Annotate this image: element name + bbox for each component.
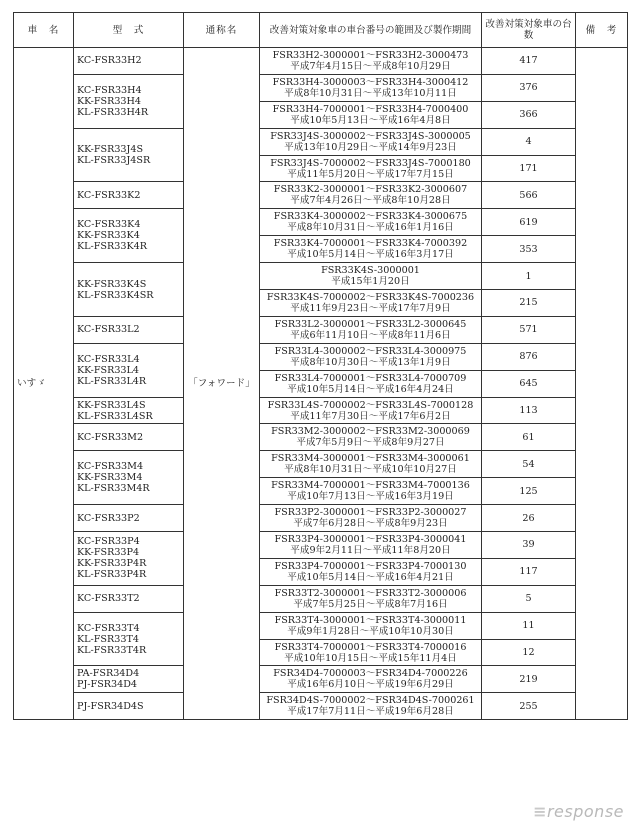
vehicle-count: 255	[482, 693, 576, 720]
model-cell	[74, 585, 184, 612]
vehicle-count: 353	[482, 236, 576, 263]
header-maker: 車 名	[14, 13, 74, 48]
production-period: 平成13年10月29日～平成14年9月23日	[284, 141, 457, 153]
range-cell	[260, 101, 482, 128]
serial-range: FSR33K2-3000001～FSR33K2-3000607	[273, 184, 468, 196]
model-cell	[74, 424, 184, 451]
table-row	[14, 424, 628, 451]
production-period: 平成7年5月25日～平成8年7月16日	[293, 598, 448, 610]
serial-range: FSR33K4S-3000001	[321, 265, 420, 277]
range-cell	[260, 236, 482, 263]
table-row	[14, 693, 628, 720]
model-code: KK-FSR33H4	[77, 95, 142, 107]
vehicle-count: 54	[482, 451, 576, 478]
range-cell	[260, 370, 482, 397]
range-cell	[260, 558, 482, 585]
model-code: KK-FSR33K4	[77, 230, 140, 242]
table-row	[14, 666, 628, 693]
vehicle-count: 571	[482, 316, 576, 343]
production-period: 平成9年2月11日～平成11年8月20日	[290, 544, 451, 556]
production-period: 平成8年10月31日～平成16年1月16日	[287, 222, 454, 234]
model-cell	[74, 451, 184, 505]
table-row	[14, 343, 628, 370]
model-code: KL-FSR33P4R	[77, 569, 147, 581]
model-cell	[74, 397, 184, 424]
header-range: 改善対策対象車の車台番号の範囲及び製作期間	[260, 13, 482, 48]
model-code: KL-FSR33H4R	[77, 106, 149, 118]
model-cell	[74, 48, 184, 75]
model-cell	[74, 666, 184, 693]
vehicle-count: 11	[482, 612, 576, 639]
table-row	[14, 585, 628, 612]
vehicle-count: 5	[482, 585, 576, 612]
range-cell	[260, 585, 482, 612]
vehicle-count: 566	[482, 182, 576, 209]
model-code: KK-FSR33J4S	[77, 144, 144, 156]
table-header-row	[14, 13, 628, 48]
production-period: 平成7年4月15日～平成8年10月29日	[290, 60, 451, 72]
production-period: 平成10年5月14日～平成16年4月21日	[287, 571, 454, 583]
range-cell	[260, 290, 482, 317]
model-code: KC-FSR33T4	[77, 622, 140, 634]
range-cell	[260, 316, 482, 343]
watermark-logo: ≡response	[533, 802, 624, 821]
model-code: KC-FSR33K4	[77, 219, 141, 231]
model-code: KK-FSR33P4	[77, 547, 140, 559]
production-period: 平成8年10月30日～平成13年1月9日	[290, 356, 451, 368]
serial-range: FSR34D4-7000003～FSR34D4-7000226	[273, 668, 468, 680]
model-code: KL-FSR33M4R	[77, 483, 150, 495]
model-cell	[74, 182, 184, 209]
serial-range: FSR33M2-3000002～FSR33M2-3000069	[271, 426, 470, 438]
vehicle-count: 113	[482, 397, 576, 424]
model-code: KK-FSR33M4	[77, 472, 143, 484]
vehicle-count: 215	[482, 290, 576, 317]
model-code: KC-FSR33L4	[77, 353, 140, 365]
vehicle-count: 645	[482, 370, 576, 397]
serial-range: FSR33J4S-3000002～FSR33J4S-3000005	[270, 130, 471, 142]
range-cell	[260, 128, 482, 155]
header-note: 備 考	[576, 13, 628, 48]
model-code: KC-FSR33L2	[77, 324, 140, 336]
vehicle-count: 876	[482, 343, 576, 370]
model-code: KC-FSR33M2	[77, 431, 144, 443]
production-period: 平成11年7月30日～平成17年6月2日	[290, 410, 451, 422]
model-code: KK-FSR33L4	[77, 364, 140, 376]
production-period: 平成16年6月10日～平成19年6月29日	[287, 679, 454, 691]
vehicle-count: 366	[482, 101, 576, 128]
header-count: 改善対策対象車の台数	[482, 13, 576, 48]
range-cell	[260, 451, 482, 478]
serial-range: FSR33T4-7000001～FSR33T4-7000016	[274, 641, 467, 653]
model-code: KK-FSR33P4R	[77, 558, 147, 570]
model-code: KK-FSR33L4S	[77, 399, 146, 411]
maker-cell: いすゞ	[14, 48, 74, 720]
model-cell	[74, 128, 184, 182]
vehicle-count: 12	[482, 639, 576, 666]
production-period: 平成11年5月20日～平成17年7月15日	[287, 168, 454, 180]
production-period: 平成8年10月31日～平成13年10月11日	[284, 87, 457, 99]
serial-range: FSR33T2-3000001～FSR33T2-3000006	[274, 587, 467, 599]
vehicle-count: 39	[482, 532, 576, 559]
table-row	[14, 182, 628, 209]
table-row	[14, 612, 628, 639]
model-cell	[74, 612, 184, 666]
table-row	[14, 316, 628, 343]
serial-range: FSR33T4-3000001～FSR33T4-3000011	[274, 614, 467, 626]
serial-range: FSR34D4S-7000002～FSR34D4S-7000261	[266, 695, 475, 707]
header-common-name: 通称名	[184, 13, 260, 48]
production-period: 平成10年5月13日～平成16年4月8日	[290, 114, 451, 126]
model-cell	[74, 343, 184, 397]
model-cell	[74, 263, 184, 317]
serial-range: FSR33H2-3000001～FSR33H2-3000473	[272, 49, 469, 61]
production-period: 平成8年10月31日～平成10年10月27日	[284, 464, 457, 476]
header-model: 型 式	[74, 13, 184, 48]
range-cell	[260, 155, 482, 182]
table-row	[14, 128, 628, 155]
table-row	[14, 74, 628, 101]
model-code: KL-FSR33J4SR	[77, 155, 151, 167]
table-row	[14, 505, 628, 532]
model-code: KL-FSR33K4SR	[77, 289, 154, 301]
vehicle-count: 125	[482, 478, 576, 505]
range-cell	[260, 263, 482, 290]
range-cell	[260, 612, 482, 639]
model-cell	[74, 693, 184, 720]
model-code: KC-FSR33M4	[77, 461, 144, 473]
model-cell	[74, 74, 184, 128]
model-code: KL-FSR33T4R	[77, 644, 147, 656]
serial-range: FSR33K4-3000002～FSR33K4-3000675	[273, 211, 468, 223]
serial-range: FSR33L4-3000002～FSR33L4-3000975	[274, 345, 467, 357]
serial-range: FSR33M4-3000001～FSR33M4-3000061	[271, 453, 470, 465]
common-name-cell: 「フォワード」	[184, 48, 260, 720]
serial-range: FSR33H4-7000001～FSR33H4-7000400	[272, 103, 469, 115]
production-period: 平成10年10月15日～平成15年11月4日	[284, 652, 457, 664]
production-period: 平成17年7月11日～平成19年6月28日	[287, 706, 454, 718]
model-code: KC-FSR33T2	[77, 593, 140, 605]
production-period: 平成10年5月14日～平成16年3月17日	[287, 249, 454, 261]
model-code: PJ-FSR34D4S	[77, 700, 144, 712]
model-code: KC-FSR33K2	[77, 189, 141, 201]
table-row	[14, 209, 628, 236]
model-cell	[74, 209, 184, 263]
table-row	[14, 451, 628, 478]
range-cell	[260, 424, 482, 451]
model-code: KC-FSR33P4	[77, 536, 140, 548]
vehicle-count: 417	[482, 48, 576, 75]
model-cell	[74, 316, 184, 343]
vehicle-count: 219	[482, 666, 576, 693]
vehicle-count: 171	[482, 155, 576, 182]
table-row	[14, 48, 628, 75]
production-period: 平成7年4月26日～平成8年10月28日	[290, 195, 451, 207]
vehicle-count: 1	[482, 263, 576, 290]
range-cell	[260, 478, 482, 505]
model-code: KC-FSR33H4	[77, 84, 142, 96]
range-cell	[260, 182, 482, 209]
production-period: 平成15年1月20日	[331, 276, 410, 288]
production-period: 平成10年5月14日～平成16年4月24日	[287, 383, 454, 395]
serial-range: FSR33L2-3000001～FSR33L2-3000645	[274, 318, 467, 330]
serial-range: FSR33P4-7000001～FSR33P4-7000130	[274, 560, 467, 572]
production-period: 平成7年6月28日～平成8年9月23日	[293, 518, 448, 530]
vehicle-count: 26	[482, 505, 576, 532]
range-cell	[260, 505, 482, 532]
model-code: KC-FSR33P2	[77, 512, 140, 524]
model-code: PJ-FSR34D4	[77, 679, 137, 691]
production-period: 平成10年7月13日～平成16年3月19日	[287, 491, 454, 503]
serial-range: FSR33M4-7000001～FSR33M4-7000136	[271, 480, 470, 492]
recall-table	[13, 12, 628, 720]
production-period: 平成9年1月28日～平成10年10月30日	[287, 625, 454, 637]
vehicle-count: 117	[482, 558, 576, 585]
model-code: KK-FSR33K4S	[77, 278, 147, 290]
model-code: KC-FSR33H2	[77, 55, 142, 67]
range-cell	[260, 397, 482, 424]
serial-range: FSR33P2-3000001～FSR33P2-3000027	[274, 507, 467, 519]
range-cell	[260, 666, 482, 693]
model-code: KL-FSR33L4SR	[77, 410, 153, 422]
table-row	[14, 532, 628, 559]
note-cell	[576, 48, 628, 720]
production-period: 平成7年5月9日～平成8年9月27日	[296, 437, 445, 449]
range-cell	[260, 343, 482, 370]
serial-range: FSR33H4-3000003～FSR33H4-3000412	[272, 76, 469, 88]
table-row	[14, 263, 628, 290]
model-cell	[74, 505, 184, 532]
serial-range: FSR33J4S-7000002～FSR33J4S-7000180	[270, 157, 471, 169]
table-row	[14, 397, 628, 424]
range-cell	[260, 74, 482, 101]
model-code: KL-FSR33L4R	[77, 375, 147, 387]
range-cell	[260, 639, 482, 666]
serial-range: FSR33L4S-7000002～FSR33L4S-7000128	[267, 399, 474, 411]
vehicle-count: 619	[482, 209, 576, 236]
production-period: 平成11年9月23日～平成17年7月9日	[290, 302, 451, 314]
production-period: 平成6年11月10日～平成8年11月6日	[290, 329, 451, 341]
model-code: KL-FSR33T4	[77, 633, 139, 645]
range-cell	[260, 532, 482, 559]
range-cell	[260, 693, 482, 720]
model-code: PA-FSR34D4	[77, 668, 140, 680]
vehicle-count: 376	[482, 74, 576, 101]
model-cell	[74, 532, 184, 586]
vehicle-count: 4	[482, 128, 576, 155]
serial-range: FSR33K4S-7000002～FSR33K4S-7000236	[266, 291, 475, 303]
serial-range: FSR33K4-7000001～FSR33K4-7000392	[273, 238, 468, 250]
vehicle-count: 61	[482, 424, 576, 451]
range-cell	[260, 209, 482, 236]
model-code: KL-FSR33K4R	[77, 241, 147, 253]
range-cell	[260, 48, 482, 75]
serial-range: FSR33P4-3000001～FSR33P4-3000041	[274, 533, 467, 545]
serial-range: FSR33L4-7000001～FSR33L4-7000709	[274, 372, 467, 384]
